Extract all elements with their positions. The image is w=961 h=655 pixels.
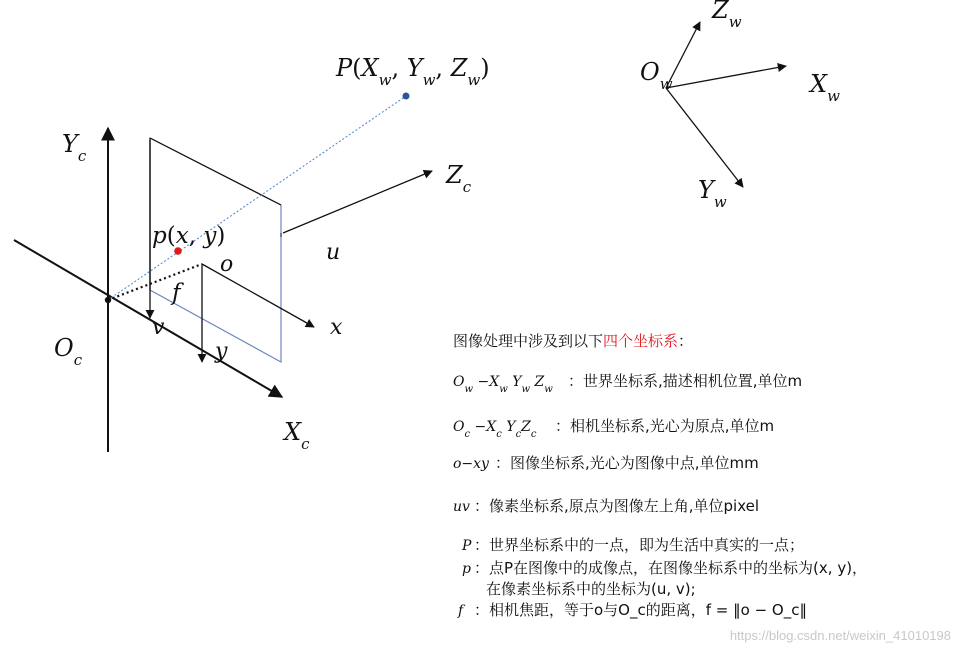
focal-label: f (172, 280, 181, 306)
y-label: y (215, 339, 228, 364)
legend-intro-highlight: 四个坐标系 (603, 332, 679, 350)
world-point-label: $P(X_w$, $Y_w$, $Z_w$) (336, 54, 490, 89)
image-point-label: p(x, y) (152, 223, 226, 249)
legend-image-symbol: o−xy (453, 456, 489, 472)
legend-P-symbol: P (462, 538, 472, 554)
optical-center (105, 297, 111, 303)
legend-world-text: ：世界坐标系,描述相机位置,单位m (568, 372, 803, 390)
legend-f-text: ：相机焦距，等于o与O_c的距离，f = ‖o − O_c‖ (474, 601, 807, 619)
watermark: https://blog.csdn.net/weixin_41010198 (729, 628, 951, 643)
xw-label: $X_w$ (810, 70, 840, 105)
legend-intro: 图像处理中涉及到以下四个坐标系： (453, 332, 694, 350)
legend (453, 332, 867, 620)
xc-label: $X_c$ (284, 418, 310, 453)
legend-p-text-2: 在像素坐标系中的坐标为(u, v); (486, 580, 696, 598)
legend-f-symbol: f (458, 603, 464, 619)
zw-label: $Z_w$ (712, 0, 742, 31)
legend-p-symbol: p (462, 561, 471, 577)
yc-label: $Y_c$ (62, 130, 87, 165)
xw-axis (666, 66, 786, 88)
yw-label: $Y_w$ (698, 176, 727, 211)
legend-pixel-text: ：像素坐标系,原点为图像左上角,单位pixel (474, 497, 760, 515)
oc-label: $O_c$ (54, 334, 83, 369)
zc-axis (283, 171, 432, 233)
legend-pixel-symbol: uv (453, 499, 470, 515)
legend-p-text-1: ：点P在图像中的成像点，在图像坐标系中的坐标为(x, y)， (474, 559, 868, 577)
legend-image-text: ：图像坐标系,光心为图像中点,单位mm (495, 454, 759, 472)
x-label: x (330, 315, 343, 340)
xc-axis (14, 240, 282, 397)
zc-label: $Z_c$ (446, 161, 472, 196)
focal-line (108, 264, 202, 300)
x-axis (202, 264, 314, 327)
yw-axis (666, 88, 743, 187)
legend-world-symbol: $O_w -X_w$ $Y_w$ $Z_w$ (453, 374, 553, 395)
u-label: u (326, 240, 341, 265)
legend-camera-text: ：相机坐标系,光心为原点,单位m (555, 417, 775, 435)
projection-ray (108, 96, 406, 300)
v-label: v (152, 315, 165, 340)
image-origin-label: o (220, 252, 234, 277)
legend-P-text: ：世界坐标系中的一点，即为生活中真实的一点； (474, 536, 805, 554)
world-point (403, 93, 410, 100)
legend-camera-symbol: $O_c -X_c$ $Y_cZ_c$ (453, 419, 537, 440)
ow-label: $O_w$ (640, 58, 673, 93)
